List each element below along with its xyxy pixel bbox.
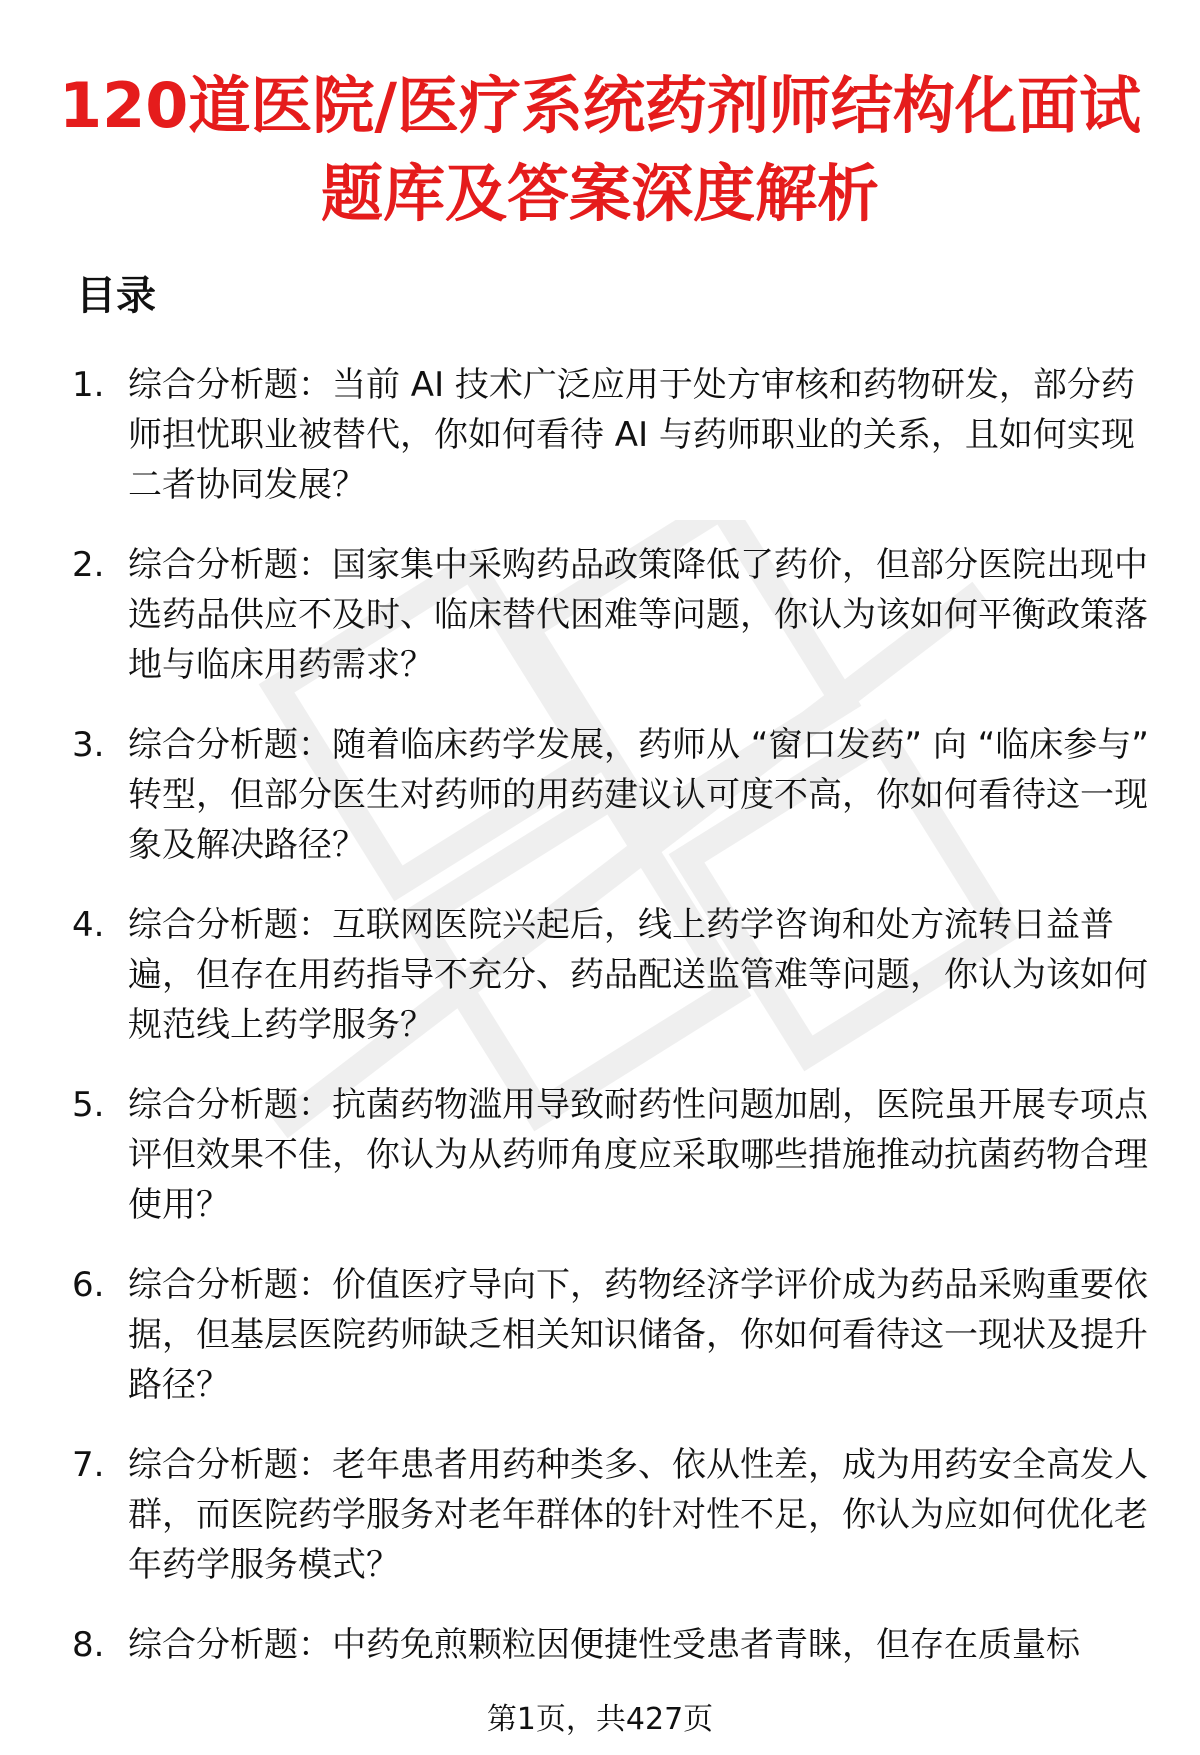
toc-item-text: 综合分析题：当前 AI 技术广泛应用于处方审核和药物研发，部分药师担忧职业被替代，你如何看待 AI 与药师职业的关系，且如何实现二者协同发展？ [128,365,1135,505]
document-title: 120道医院/医疗系统药剂师结构化面试题库及答案深度解析 [58,69,1142,230]
toc-item-number: 4. [72,905,105,945]
toc-item-text: 综合分析题：随着临床药学发展，药师从 “窗口发药” 向 “临床参与” 转型，但部分医生对药师的用药建议认可度不高，你如何看待这一现象及解决路径？ [128,725,1149,865]
toc-item-5[interactable] [72,1080,1162,1230]
toc-item-6[interactable] [72,1260,1162,1410]
toc-item-2[interactable] [72,540,1162,690]
toc-item-8[interactable] [72,1620,1162,1670]
toc-item-number: 8. [72,1625,105,1665]
toc-list [72,360,1162,1700]
toc-item-text: 综合分析题：抗菌药物滥用导致耐药性问题加剧，医院虽开展专项点评但效果不佳，你认为从药师角度应采取哪些措施推动抗菌药物合理使用？ [128,1085,1148,1225]
toc-item-number: 7. [72,1445,105,1485]
toc-item-number: 1. [72,365,105,405]
toc-item-text: 综合分析题：中药免煎颗粒因便捷性受患者青睐，但存在质量标 [128,1625,1080,1665]
toc-item-3[interactable] [72,720,1162,870]
toc-item-7[interactable] [72,1440,1162,1590]
toc-item-text: 综合分析题：国家集中采购药品政策降低了药价，但部分医院出现中选药品供应不及时、临床替代困难等问题，你认为该如何平衡政策落地与临床用药需求？ [128,545,1148,685]
page-footer: 第1页，共427页 [486,1702,714,1737]
toc-item-text: 综合分析题：老年患者用药种类多、依从性差，成为用药安全高发人群，而医院药学服务对老年群体的针对性不足，你认为应如何优化老年药学服务模式？ [128,1445,1148,1585]
toc-item-number: 6. [72,1265,105,1305]
toc-item-number: 5. [72,1085,105,1125]
toc-item-number: 2. [72,545,105,585]
toc-item-number: 3. [72,725,105,765]
toc-item-text: 综合分析题：互联网医院兴起后，线上药学咨询和处方流转日益普遍，但存在用药指导不充分、药品配送监管难等问题，你认为该如何规范线上药学服务？ [128,905,1148,1045]
toc-item-text: 综合分析题：价值医疗导向下，药物经济学评价成为药品采购重要依据，但基层医院药师缺乏相关知识储备，你如何看待这一现状及提升路径？ [128,1265,1148,1405]
toc-item-4[interactable] [72,900,1162,1050]
toc-item-1[interactable] [72,360,1162,510]
toc-heading: 目录 [76,273,156,319]
